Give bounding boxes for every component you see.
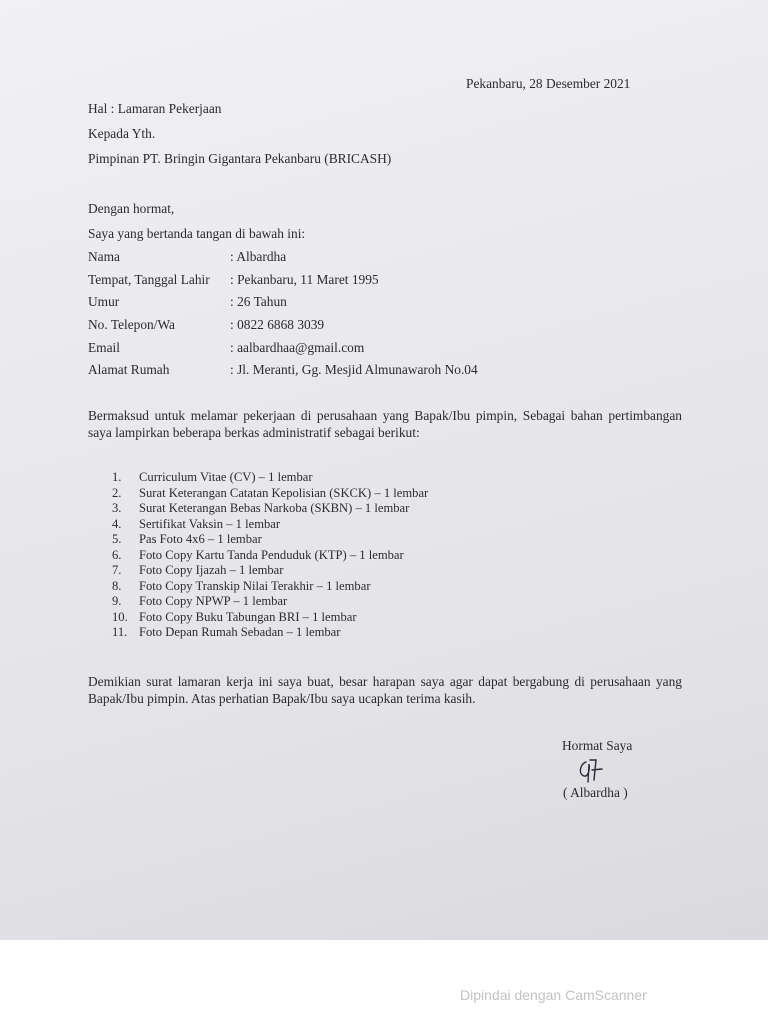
list-item-number: 7. <box>112 563 122 577</box>
list-item-number: 9. <box>112 594 122 608</box>
field-label-phone: No. Telepon/Wa <box>88 317 175 332</box>
list-item-number: 11. <box>112 625 128 639</box>
list-item-number: 2. <box>112 485 122 500</box>
field-label-birth: Tempat, Tanggal Lahir <box>88 272 210 287</box>
list-item-text: Foto Copy Kartu Tanda Penduduk (KTP) – 1 lembar <box>139 547 404 562</box>
list-item-text: Surat Keterangan Bebas Narkoba (SKBN) – 1 lembar <box>139 501 410 515</box>
field-label-email: Email <box>88 340 120 355</box>
list-item <box>112 563 428 579</box>
letter-intro: Saya yang bertanda tangan di bawah ini: <box>88 226 306 241</box>
list-item <box>112 486 428 502</box>
signer-name: ( Albardha ) <box>563 785 628 800</box>
field-value-age: : 26 Tahun <box>230 294 287 309</box>
list-item-number: 8. <box>112 578 122 593</box>
sign-off: Hormat Saya <box>562 738 633 753</box>
list-item <box>112 470 428 486</box>
list-item-text: Surat Keterangan Catatan Kepolisian (SKCK) – 1 lembar <box>139 485 429 500</box>
list-item-number: 5. <box>112 532 122 546</box>
list-item-text: Sertifikat Vaksin – 1 lembar <box>139 516 281 531</box>
attachment-list <box>112 470 428 641</box>
letter-purpose-paragraph: Bermaksud untuk melamar pekerjaan di perusahaan yang Bapak/Ibu pimpin, Sebagai bahan pertimbangan saya lampirkan beberapa berkas administratif sebagai berikut: <box>88 408 682 440</box>
list-item <box>112 501 428 517</box>
list-item <box>112 532 428 548</box>
list-item <box>112 625 428 641</box>
field-value-phone: : 0822 6868 3039 <box>230 317 325 332</box>
field-value-name: : Albardha <box>230 249 287 264</box>
list-item <box>112 548 428 564</box>
field-label-address: Alamat Rumah <box>88 362 170 377</box>
field-value-address: : Jl. Meranti, Gg. Mesjid Almunawaroh No.04 <box>230 362 478 377</box>
list-item-text: Foto Copy NPWP – 1 lembar <box>139 594 288 608</box>
list-item-number: 6. <box>112 547 122 562</box>
recipient-line-2: Pimpinan PT. Bringin Gigantara Pekanbaru (BRICASH) <box>88 151 392 166</box>
list-item <box>112 610 428 626</box>
list-item-text: Foto Copy Buku Tabungan BRI – 1 lembar <box>139 609 357 624</box>
letter-closing-paragraph: Demikian surat lamaran kerja ini saya buat, besar harapan saya agar dapat bergabung di perusahaan yang Bapak/Ibu pimpin. Atas perhatian Bapak/Ibu saya ucapkan terima kasih. <box>88 674 682 706</box>
list-item-number: 4. <box>112 516 122 531</box>
list-item <box>112 594 428 610</box>
handwritten-signature-icon <box>572 752 608 788</box>
list-item <box>112 579 428 595</box>
list-item-number: 1. <box>112 470 122 484</box>
list-item-text: Pas Foto 4x6 – 1 lembar <box>139 532 262 546</box>
letter-greeting: Dengan hormat, <box>88 201 175 216</box>
field-label-name: Nama <box>88 249 120 264</box>
list-item-number: 3. <box>112 501 122 515</box>
letter-place-date: Pekanbaru, 28 Desember 2021 <box>466 76 631 91</box>
field-value-birth: : Pekanbaru, 11 Maret 1995 <box>230 272 379 287</box>
list-item-text: Curriculum Vitae (CV) – 1 lembar <box>139 470 313 484</box>
list-item-number: 10. <box>112 609 128 624</box>
letter-subject: Hal : Lamaran Pekerjaan <box>88 101 222 116</box>
recipient-line-1: Kepada Yth. <box>88 126 156 141</box>
list-item-text: Foto Copy Ijazah – 1 lembar <box>139 563 284 577</box>
list-item <box>112 517 428 533</box>
list-item-text: Foto Depan Rumah Sebadan – 1 lembar <box>139 625 341 639</box>
field-label-age: Umur <box>88 294 120 309</box>
list-item-text: Foto Copy Transkip Nilai Terakhir – 1 lembar <box>139 578 371 593</box>
camscanner-watermark: Dipindai dengan CamScanner <box>460 987 647 1003</box>
field-value-email: : aalbardhaa@gmail.com <box>230 340 365 355</box>
